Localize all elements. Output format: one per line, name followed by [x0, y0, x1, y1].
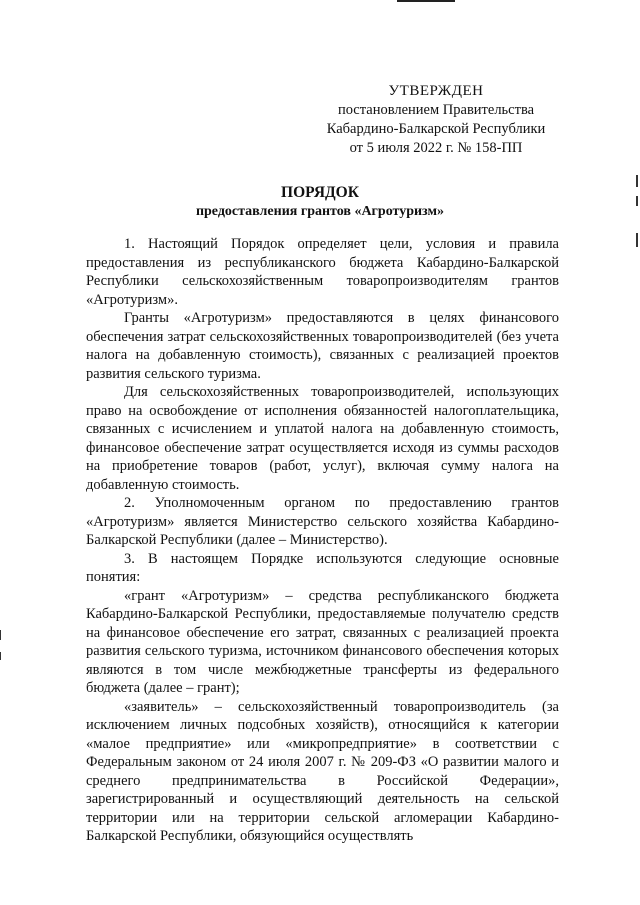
paragraph: 3. В настоящем Порядке используются следующие основные понятия:	[86, 550, 559, 585]
scan-top-mark	[397, 0, 455, 2]
approval-heading: УТВЕРЖДЕН	[388, 83, 484, 99]
document-body	[86, 235, 559, 846]
scan-edge-mark	[636, 233, 638, 247]
paragraph: 2. Уполномоченным органом по предоставлению грантов «Агротуризм» является Министерство сельского хозяйства Кабардино-Балкарской Республики (далее – Министерство).	[86, 495, 559, 548]
scan-edge-mark	[0, 630, 1, 640]
paragraph: 1. Настоящий Порядок определяет цели, условия и правила предоставления из республиканского бюджета Кабардино-Балкарской Республики сельскохозяйственным товаропроизводителям грантов «Агротуризм».	[86, 236, 559, 308]
paragraph: «заявитель» – сельскохозяйственный товаропроизводитель (за исключением личных подсобных хозяйств), относящийся к категории «малое предприятие» или «микропредприятие» в соответствии с Федеральным законом от 24 июля 2007 г. № 209-ФЗ «О развитии малого и среднего предпринимательства в Российской Федерации», зарегистрированный и осуществляющий деятельность на сельской территории или на территории сельской агломерации Кабардино-Балкарской Республики, обязующийся осуществлять	[86, 698, 559, 844]
scan-edge-mark	[0, 652, 1, 660]
document-subtitle: предоставления грантов «Агротуризм»	[195, 204, 445, 219]
paragraph: Гранты «Агротуризм» предоставляются в целях финансового обеспечения затрат сельскохозяйственных товаропроизводителей (без учета налога на добавленную стоимость), связанных с реализацией проектов развития сельского туризма.	[86, 310, 559, 382]
paragraph: Для сельскохозяйственных товаропроизводителей, использующих право на освобождение от исполнения обязанностей налогоплательщика, связанных с исчислением и уплатой налога на добавленную стоимость, финансовое обеспечение затрат осуществляется исходя из суммы расходов на приобретение товаров (работ, услуг), включая сумму налога на добавленную стоимость.	[86, 384, 559, 493]
approval-line: от 5 июля 2022 г. № 158-ПП	[349, 140, 523, 156]
approval-stamp	[318, 82, 554, 158]
approval-line: Кабардино-Балкарской Республики	[326, 121, 546, 137]
paragraph: «грант «Агротуризм» – средства республиканского бюджета Кабардино-Балкарской Республики, предоставляемые получателю средств на финансовое обеспечение его затрат, связанных с реализацией проекта развития сельского туризма, источником финансового обеспечения которых являются в том числе межбюджетные трансферты из федерального бюджета (далее – грант);	[86, 587, 559, 696]
approval-line: постановлением Правительства	[337, 102, 535, 118]
document-title: ПОРЯДОК	[281, 184, 359, 201]
